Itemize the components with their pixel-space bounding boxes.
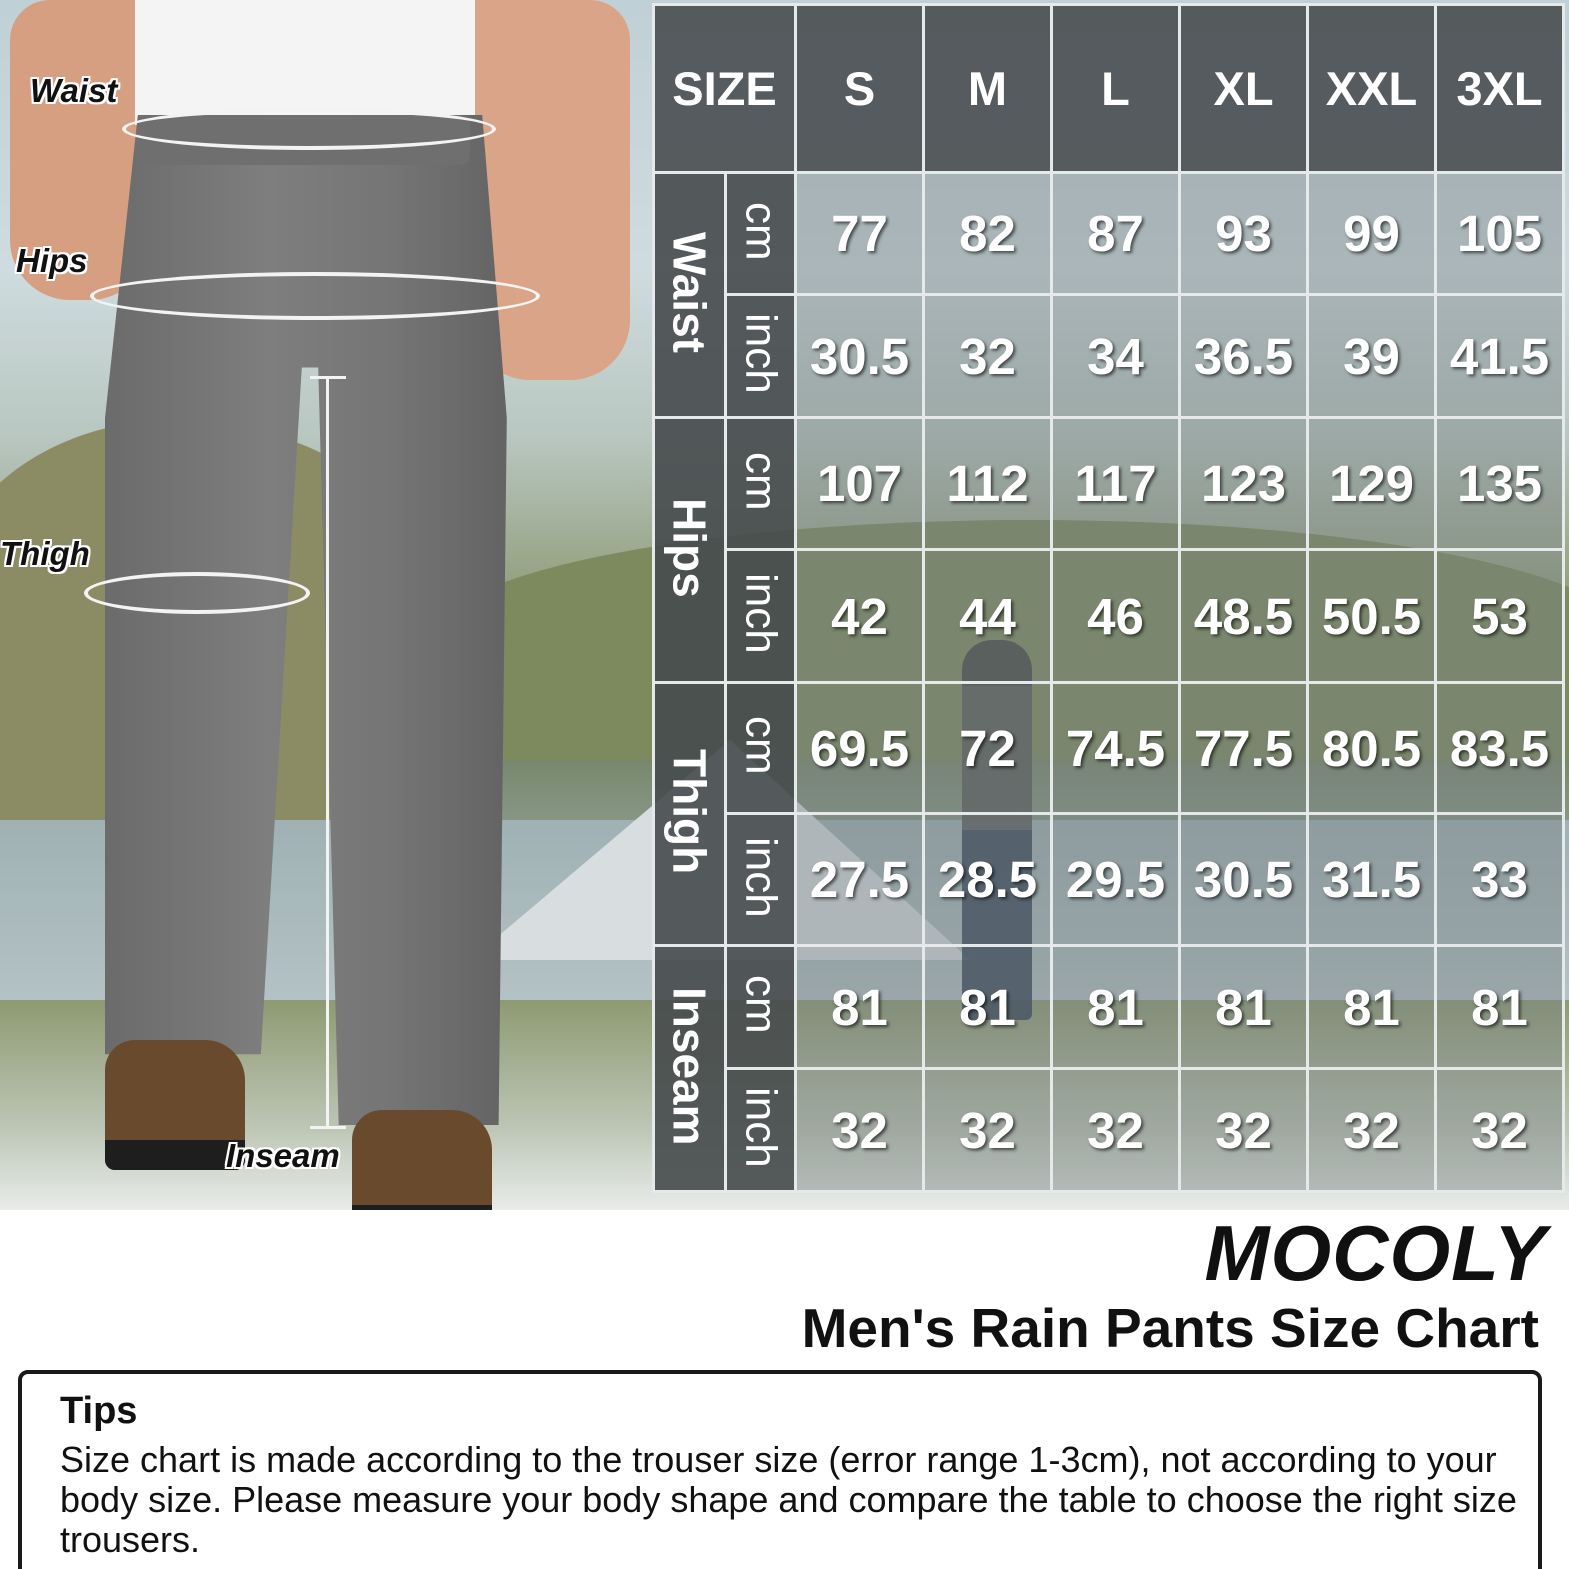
unit-cell [726, 683, 796, 814]
tips-box [18, 1370, 1542, 1569]
size-cell: M [924, 5, 1052, 173]
measurement-name: Thigh [663, 748, 716, 875]
value-cell: 77 [796, 173, 924, 295]
size-cell: S [796, 5, 924, 173]
unit-cell [726, 814, 796, 946]
value-cell: 30.5 [796, 295, 924, 418]
unit-label: cm [736, 451, 786, 511]
size-cell: XXL [1308, 5, 1436, 173]
value-cell: 83.5 [1436, 683, 1564, 814]
measurement-name: Inseam [663, 986, 716, 1146]
measurement-group-cell [654, 946, 726, 1192]
table-row [654, 173, 1564, 295]
inseam-top-cap [310, 376, 346, 379]
table-row [654, 946, 1564, 1069]
value-cell: 81 [796, 946, 924, 1069]
value-cell: 81 [1180, 946, 1308, 1069]
inseam-label: Inseam [226, 1137, 340, 1174]
measurement-group-cell [654, 683, 726, 946]
value-cell: 29.5 [1052, 814, 1180, 946]
tips-text: Size chart is made according to the trouser size (error range 1-3cm), not according to your body size. Please measure your body shape and compare the table to choose the right size trousers. [60, 1439, 1517, 1560]
value-cell: 123 [1180, 418, 1308, 550]
value-cell: 80.5 [1308, 683, 1436, 814]
size-header-row [654, 5, 1564, 173]
unit-cell [726, 946, 796, 1069]
value-cell: 31.5 [1308, 814, 1436, 946]
unit-label: cm [736, 975, 786, 1034]
value-cell: 32 [1180, 1069, 1308, 1192]
value-cell: 112 [924, 418, 1052, 550]
value-cell: 129 [1308, 418, 1436, 550]
measurement-name: Hips [663, 497, 716, 598]
inseam-bottom-cap [310, 1126, 346, 1129]
measurement-name: Waist [663, 232, 716, 353]
value-cell: 81 [1052, 946, 1180, 1069]
unit-cell [726, 418, 796, 550]
unit-label: inch [736, 1087, 786, 1168]
value-cell: 42 [796, 550, 924, 683]
tips-title: Tips [60, 1390, 138, 1432]
value-cell: 77.5 [1180, 683, 1308, 814]
value-cell: 81 [1436, 946, 1564, 1069]
table-row [654, 1069, 1564, 1192]
value-cell: 30.5 [1180, 814, 1308, 946]
hips-label: Hips [16, 242, 88, 279]
white-shirt [135, 0, 475, 125]
value-cell: 81 [924, 946, 1052, 1069]
inseam-measure-line [326, 377, 329, 1127]
hips-measure-ring [90, 272, 540, 320]
size-cell: 3XL [1436, 5, 1564, 173]
left-boot-sole [105, 1140, 245, 1170]
thigh-label: Thigh [0, 535, 90, 572]
value-cell: 33 [1436, 814, 1564, 946]
size-header-cell: SIZE [654, 5, 796, 173]
value-cell: 105 [1436, 173, 1564, 295]
unit-label: cm [736, 201, 786, 261]
unit-cell [726, 295, 796, 418]
value-cell: 135 [1436, 418, 1564, 550]
value-cell: 39 [1308, 295, 1436, 418]
value-cell: 82 [924, 173, 1052, 295]
value-cell: 69.5 [796, 683, 924, 814]
unit-cell [726, 550, 796, 683]
unit-label: inch [736, 573, 786, 654]
value-cell: 32 [924, 295, 1052, 418]
unit-cell [726, 173, 796, 295]
value-cell: 93 [1180, 173, 1308, 295]
value-cell: 32 [1308, 1069, 1436, 1192]
measurement-group-cell [654, 173, 726, 418]
table-row [654, 295, 1564, 418]
value-cell: 48.5 [1180, 550, 1308, 683]
value-cell: 99 [1308, 173, 1436, 295]
value-cell: 81 [1308, 946, 1436, 1069]
value-cell: 107 [796, 418, 924, 550]
value-cell: 50.5 [1308, 550, 1436, 683]
size-cell: L [1052, 5, 1180, 173]
value-cell: 32 [924, 1069, 1052, 1192]
right-boot-sole [352, 1205, 492, 1210]
value-cell: 46 [1052, 550, 1180, 683]
value-cell: 44 [924, 550, 1052, 683]
value-cell: 53 [1436, 550, 1564, 683]
measurement-group-cell [654, 418, 726, 683]
value-cell: 87 [1052, 173, 1180, 295]
value-cell: 36.5 [1180, 295, 1308, 418]
value-cell: 41.5 [1436, 295, 1564, 418]
waist-measure-ring [122, 108, 496, 150]
chart-title: Men's Rain Pants Size Chart [801, 1297, 1539, 1359]
value-cell: 72 [924, 683, 1052, 814]
waist-label: Waist [30, 72, 118, 109]
right-hiking-boot [352, 1110, 492, 1210]
size-cell: XL [1180, 5, 1308, 173]
value-cell: 32 [1436, 1069, 1564, 1192]
unit-label: inch [736, 313, 786, 394]
value-cell: 27.5 [796, 814, 924, 946]
thigh-measure-ring [84, 572, 310, 614]
value-cell: 74.5 [1052, 683, 1180, 814]
size-table [652, 3, 1565, 1193]
table-row [654, 814, 1564, 946]
table-row [654, 418, 1564, 550]
unit-cell [726, 1069, 796, 1192]
value-cell: 117 [1052, 418, 1180, 550]
table-row [654, 550, 1564, 683]
table-row [654, 683, 1564, 814]
unit-label: cm [736, 716, 786, 775]
value-cell: 32 [1052, 1069, 1180, 1192]
value-cell: 28.5 [924, 814, 1052, 946]
unit-label: inch [736, 836, 786, 918]
value-cell: 34 [1052, 295, 1180, 418]
value-cell: 32 [796, 1069, 924, 1192]
brand-logo-text: MOCOLY [1204, 1209, 1547, 1297]
